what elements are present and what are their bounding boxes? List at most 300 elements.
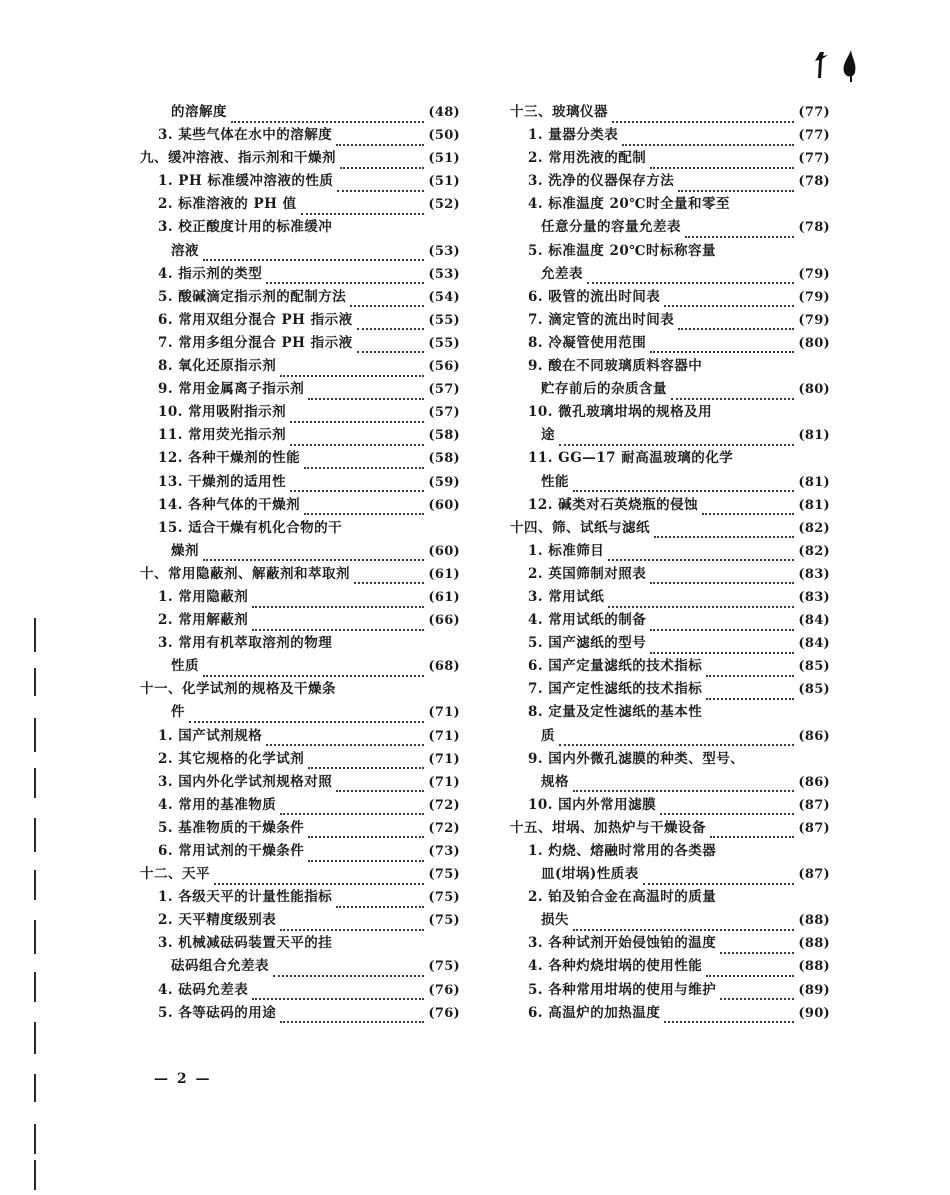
- toc-leader-dots: [350, 293, 424, 307]
- toc-leader-dots: [290, 478, 424, 492]
- toc-entry: [140, 540, 460, 563]
- toc-entry: [140, 170, 460, 193]
- toc-entry: [140, 748, 460, 771]
- toc-entry: [510, 725, 830, 748]
- toc-entry-title: 1. 各级天平的计量性能指标: [158, 889, 333, 906]
- toc-entry-title: 11. 常用荧光指示剂: [158, 427, 287, 444]
- toc-entry-title: 13. 干燥剂的适用性: [158, 473, 287, 490]
- toc-entry: [140, 401, 460, 424]
- toc-leader-dots: [650, 339, 794, 353]
- toc-leader-dots: [280, 917, 424, 931]
- toc-entry-page: (77): [798, 128, 830, 144]
- toc-entry-title: 2. 天平精度级别表: [158, 912, 277, 929]
- toc-entry-title: 6. 高温炉的加热温度: [528, 1004, 661, 1021]
- toc-entry-page: (48): [428, 105, 460, 120]
- toc-entry-title: 12. 各种干燥剂的性能: [158, 450, 301, 467]
- toc-entry-page: (80): [798, 382, 830, 398]
- toc-entry-page: (80): [798, 335, 830, 351]
- toc-entry-title: 10. 常用吸附指示剂: [158, 404, 287, 421]
- toc-leader-dots: [612, 109, 794, 123]
- toc-entry-page: (76): [428, 1005, 460, 1021]
- toc-entry: [510, 909, 830, 932]
- toc-entry-title: 砝码组合允差表: [171, 958, 269, 975]
- toc-entry-title: 9. 常用金属离子指示剂: [158, 381, 305, 398]
- toc-entry-page: (81): [798, 428, 830, 444]
- toc-leader-dots: [304, 455, 424, 469]
- toc-entry-page: (57): [428, 405, 460, 421]
- toc-entry: [140, 332, 460, 355]
- toc-entry-page: (72): [428, 797, 460, 813]
- toc-entry-title: 9. 酸在不同玻璃质料容器中: [528, 358, 703, 375]
- toc-leader-dots: [685, 224, 794, 238]
- toc-entry-page: (57): [428, 382, 460, 398]
- toc-entry-title: 质: [541, 727, 555, 744]
- toc-entry-page: (88): [798, 959, 830, 975]
- toc-entry-title: 5. 国产滤纸的型号: [528, 635, 647, 652]
- toc-entry-title: 允差表: [541, 265, 583, 282]
- toc-entry: [510, 263, 830, 286]
- toc-entry-page: (77): [798, 105, 830, 120]
- toc-entry-title: 十、常用隐蔽剂、解蔽剂和萃取剂: [140, 565, 350, 582]
- toc-entry-title: 1. 量器分类表: [528, 127, 619, 144]
- toc-entry: [140, 424, 460, 447]
- scan-edge-mark: [34, 1074, 36, 1102]
- toc-entry-page: (55): [428, 335, 460, 351]
- toc-entry-page: (87): [798, 820, 830, 836]
- toc-entry-page: (59): [428, 474, 460, 490]
- toc-entry: [140, 101, 460, 124]
- toc-entry-page: (75): [428, 890, 460, 906]
- toc-entry-title: 2. 常用解蔽剂: [158, 612, 249, 629]
- toc-entry-page: (61): [428, 566, 460, 582]
- toc-entry-title: 规格: [541, 773, 569, 790]
- toc-entry: [140, 586, 460, 609]
- toc-entry-title: 2. 铂及铂合金在高温时的质量: [528, 889, 717, 906]
- toc-entry-title: 十五、坩埚、加热炉与干燥设备: [510, 819, 706, 836]
- toc-entry: [510, 794, 830, 817]
- toc-entry: [140, 240, 460, 263]
- toc-leader-dots: [290, 432, 424, 446]
- toc-entry-title: 3. 机械减砝码装置天平的挂: [158, 935, 333, 952]
- toc-leader-dots: [720, 248, 826, 260]
- toc-entry-page: (76): [428, 982, 460, 998]
- toc-entry-title: 8. 冷凝管使用范围: [528, 334, 647, 351]
- toc-leader-dots: [660, 801, 794, 815]
- toc-entry-page: (83): [798, 589, 830, 605]
- toc-leader-dots: [340, 687, 456, 699]
- toc-leader-dots: [720, 849, 826, 861]
- toc-entry: [510, 517, 830, 540]
- toc-entry: [140, 725, 460, 748]
- toc-entry-title: 4. 标准温度 20℃时全量和零至: [528, 196, 730, 213]
- toc-leader-dots: [252, 594, 424, 608]
- toc-entry: [510, 193, 830, 216]
- toc-entry-page: (87): [798, 867, 830, 883]
- toc-leader-dots: [280, 1009, 424, 1023]
- toc-entry: [510, 632, 830, 655]
- toc-entry: [510, 932, 830, 955]
- toc-entry-title: 6. 吸管的流出时间表: [528, 288, 661, 305]
- toc-entry-page: (82): [798, 520, 830, 536]
- toc-entry-title: 5. 标准温度 20℃时标称容量: [528, 242, 716, 259]
- toc-entry-title: 的溶解度: [171, 104, 227, 120]
- toc-leader-dots: [308, 386, 424, 400]
- toc-leader-dots: [573, 778, 794, 792]
- toc-entry: [140, 863, 460, 886]
- toc-entry-title: 十三、玻璃仪器: [510, 104, 608, 120]
- toc-entry-title: 14. 各种气体的干燥剂: [158, 496, 301, 513]
- toc-entry-page: (73): [428, 844, 460, 859]
- toc-entry: [140, 309, 460, 332]
- toc-entry: [140, 124, 460, 147]
- toc-leader-dots: [706, 963, 794, 977]
- toc-entry-title: 11. GG—17 耐高温玻璃的化学: [528, 450, 734, 467]
- toc-entry: [140, 494, 460, 517]
- toc-leader-dots: [678, 316, 794, 330]
- toc-entry: [510, 563, 830, 586]
- toc-entry: [140, 1002, 460, 1025]
- toc-leader-dots: [720, 895, 826, 907]
- toc-leader-dots: [643, 871, 795, 885]
- toc-entry: [510, 1002, 830, 1025]
- toc-leader-dots: [336, 941, 456, 953]
- toc-leader-dots: [654, 524, 794, 538]
- toc-entry: [510, 355, 830, 378]
- toc-leader-dots: [266, 732, 424, 746]
- toc-leader-dots: [608, 547, 794, 561]
- toc-leader-dots: [702, 501, 794, 515]
- toc-entry-page: (88): [798, 913, 830, 929]
- toc-entry-title: 3. 某些气体在水中的溶解度: [158, 127, 333, 144]
- toc-entry-title: 损失: [541, 912, 569, 929]
- page-number: — 2 —: [154, 1071, 212, 1087]
- toc-entry: [140, 263, 460, 286]
- toc-leader-dots: [231, 109, 424, 123]
- toc-entry-title: 途: [541, 427, 555, 444]
- toc-entry-page: (85): [798, 659, 830, 675]
- toc-entry-page: (81): [798, 474, 830, 490]
- toc-entry-title: 贮存前后的杂质含量: [541, 381, 667, 398]
- toc-entry-title: 十一、化学试剂的规格及干燥条: [140, 681, 336, 698]
- toc-leader-dots: [304, 501, 424, 515]
- toc-entry: [510, 979, 830, 1002]
- toc-entry-title: 6. 国产定量滤纸的技术指标: [528, 658, 703, 675]
- toc-entry: [140, 447, 460, 470]
- toc-entry-page: (58): [428, 451, 460, 467]
- toc-entry-title: 8. 定量及定性滤纸的基本性: [528, 704, 703, 721]
- toc-entry-title: 3. 洗净的仪器保存方法: [528, 173, 675, 190]
- toc-leader-dots: [214, 871, 424, 885]
- toc-entry-title: 燥剂: [171, 542, 199, 559]
- toc-entry: [510, 771, 830, 794]
- toc-entry-page: (55): [428, 312, 460, 328]
- toc-left-column: [140, 101, 460, 1025]
- scan-edge-mark: [34, 870, 36, 900]
- toc-entry-page: (51): [428, 151, 460, 167]
- toc-leader-dots: [706, 364, 826, 376]
- toc-entry: [140, 355, 460, 378]
- toc-entry-page: (84): [798, 636, 830, 652]
- toc-entry: [510, 586, 830, 609]
- toc-entry-title: 8. 氧化还原指示剂: [158, 358, 277, 375]
- toc-entry-title: 12. 碱类对石英烧瓶的侵蚀: [528, 496, 699, 513]
- toc-entry-page: (71): [428, 774, 460, 790]
- toc-entry: [510, 494, 830, 517]
- toc-entry: [510, 378, 830, 401]
- toc-leader-dots: [357, 339, 425, 353]
- toc-entry: [510, 101, 830, 124]
- toc-entry-title: 2. 其它规格的化学试剂: [158, 750, 305, 767]
- toc-leader-dots: [280, 801, 424, 815]
- toc-leader-dots: [706, 663, 794, 677]
- toc-entry-page: (81): [798, 497, 830, 513]
- toc-leader-dots: [706, 710, 826, 722]
- toc-entry-title: 10. 国内外常用滤膜: [528, 796, 657, 813]
- toc-entry-page: (50): [428, 128, 460, 144]
- toc-entry-title: 6. 常用试剂的干燥条件: [158, 843, 305, 859]
- toc-entry: [510, 863, 830, 886]
- toc-entry-title: 性能: [541, 473, 569, 490]
- toc-entry-title: 1. 标准筛目: [528, 542, 605, 559]
- toc-entry-title: 十四、筛、试纸与滤纸: [510, 519, 650, 536]
- toc-entry-page: (78): [798, 174, 830, 190]
- toc-entry-page: (66): [428, 613, 460, 629]
- toc-entry-title: 1. PH 标准缓冲溶液的性质: [158, 173, 334, 190]
- toc-entry-title: 2. 标准溶液的 PH 值: [158, 196, 297, 213]
- toc-entry-title: 1. 常用隐蔽剂: [158, 588, 249, 605]
- toc-entry-title: 9. 国内外微孔滤膜的种类、型号、: [528, 750, 745, 767]
- toc-leader-dots: [203, 547, 424, 561]
- toc-entry: [510, 655, 830, 678]
- toc-leader-dots: [559, 432, 794, 446]
- toc-entry-page: (75): [428, 913, 460, 929]
- toc-entry-title: 件: [171, 704, 185, 721]
- toc-entry: [510, 609, 830, 632]
- toc-leader-dots: [737, 456, 826, 468]
- toc-leader-dots: [203, 663, 424, 677]
- toc-entry: [510, 701, 830, 724]
- toc-entry-page: (79): [798, 289, 830, 305]
- scan-edge-mark: [34, 668, 36, 696]
- toc-leader-dots: [671, 386, 794, 400]
- toc-entry-title: 5. 基准物质的干燥条件: [158, 819, 305, 836]
- toc-entry: [510, 216, 830, 239]
- toc-entry: [510, 678, 830, 701]
- toc-entry-page: (86): [798, 774, 830, 790]
- toc-leader-dots: [706, 686, 794, 700]
- toc-entry-title: 3. 常用有机萃取溶剂的物理: [158, 635, 333, 652]
- toc-entry-title: 皿(坩埚)性质表: [541, 866, 639, 883]
- toc-entry: [140, 955, 460, 978]
- toc-entry-page: (78): [798, 220, 830, 236]
- toc-leader-dots: [650, 155, 794, 169]
- toc-entry: [140, 701, 460, 724]
- toc-leader-dots: [720, 986, 794, 1000]
- scan-edge-mark: [34, 1022, 36, 1054]
- toc-entry-page: (56): [428, 359, 460, 375]
- toc-entry-page: (53): [428, 243, 460, 259]
- toc-entry: [510, 170, 830, 193]
- toc-leader-dots: [336, 778, 424, 792]
- toc-leader-dots: [678, 178, 794, 192]
- toc-leader-dots: [336, 641, 456, 653]
- toc-leader-dots: [650, 617, 794, 631]
- toc-entry-title: 溶液: [171, 242, 199, 259]
- toc-entry-page: (75): [428, 867, 460, 883]
- toc-entry-page: (68): [428, 659, 460, 675]
- toc-leader-dots: [573, 917, 794, 931]
- toc-entry-page: (71): [428, 751, 460, 767]
- toc-entry-page: (51): [428, 174, 460, 190]
- toc-entry-title: 7. 国产定性滤纸的技术指标: [528, 681, 703, 698]
- toc-entry-title: 1. 灼烧、熔融时常用的各类器: [528, 843, 717, 859]
- toc-leader-dots: [608, 594, 794, 608]
- toc-entry: [140, 632, 460, 655]
- toc-entry-page: (89): [798, 982, 830, 998]
- toc-entry: [510, 540, 830, 563]
- toc-entry: [510, 817, 830, 840]
- toc-entry: [140, 932, 460, 955]
- toc-leader-dots: [716, 410, 826, 422]
- toc-leader-dots: [664, 293, 794, 307]
- toc-entry-title: 3. 国内外化学试剂规格对照: [158, 773, 333, 790]
- toc-entry-title: 10. 微孔玻璃坩埚的规格及用: [528, 404, 713, 421]
- scan-edge-mark: [34, 1160, 36, 1190]
- toc-entry-title: 4. 各种灼烧坩埚的使用性能: [528, 958, 703, 975]
- toc-entry-page: (79): [798, 312, 830, 328]
- toc-leader-dots: [252, 986, 424, 1000]
- toc-leader-dots: [336, 225, 456, 237]
- toc-leader-dots: [573, 478, 794, 492]
- toc-entry: [510, 424, 830, 447]
- toc-leader-dots: [308, 824, 424, 838]
- toc-leader-dots: [748, 756, 826, 768]
- scan-edge-mark: [34, 618, 36, 652]
- toc-leader-dots: [650, 570, 794, 584]
- toc-entry: [140, 979, 460, 1002]
- toc-entry: [140, 147, 460, 170]
- toc-entry: [140, 286, 460, 309]
- toc-entry-title: 性质: [171, 658, 199, 675]
- toc-entry-page: (58): [428, 428, 460, 444]
- toc-entry-title: 6. 常用双组分混合 PH 指示液: [158, 311, 353, 328]
- toc-entry: [140, 678, 460, 701]
- toc-leader-dots: [308, 848, 424, 862]
- toc-leader-dots: [252, 617, 424, 631]
- toc-leader-dots: [664, 1009, 794, 1023]
- toc-entry: [140, 216, 460, 239]
- toc-leader-dots: [734, 202, 826, 214]
- scan-edge-mark: [34, 972, 36, 1002]
- toc-entry-title: 2. 英国筛制对照表: [528, 565, 647, 582]
- toc-entry-page: (86): [798, 728, 830, 744]
- toc-entry: [510, 240, 830, 263]
- toc-entry: [140, 471, 460, 494]
- toc-entry: [510, 286, 830, 309]
- toc-entry-page: (52): [428, 197, 460, 213]
- toc-leader-dots: [266, 270, 424, 284]
- toc-leader-dots: [203, 247, 424, 261]
- ink-mark-icon: [808, 46, 868, 86]
- toc-entry-page: (72): [428, 820, 460, 836]
- toc-entry: [510, 471, 830, 494]
- toc-entry-title: 5. 各种常用坩埚的使用与维护: [528, 981, 717, 998]
- toc-entry: [140, 771, 460, 794]
- toc-leader-dots: [290, 409, 424, 423]
- toc-entry-title: 1. 国产试剂规格: [158, 727, 263, 744]
- scan-edge-mark: [34, 1124, 36, 1154]
- toc-entry: [140, 378, 460, 401]
- toc-leader-dots: [720, 940, 794, 954]
- toc-entry: [140, 840, 460, 863]
- toc-entry-page: (61): [428, 589, 460, 605]
- toc-entry-page: (77): [798, 151, 830, 167]
- toc-leader-dots: [308, 755, 424, 769]
- toc-entry-page: (60): [428, 497, 460, 513]
- toc-entry: [510, 332, 830, 355]
- toc-entry-title: 4. 砝码允差表: [158, 981, 249, 998]
- toc-leader-dots: [340, 155, 424, 169]
- toc-entry-page: (88): [798, 936, 830, 952]
- toc-entry-title: 5. 酸碱滴定指示剂的配制方法: [158, 288, 347, 305]
- toc-leader-dots: [301, 201, 425, 215]
- toc-entry-page: (71): [428, 705, 460, 721]
- toc-entry: [140, 609, 460, 632]
- toc-leader-dots: [559, 732, 794, 746]
- toc-entry: [510, 748, 830, 771]
- toc-entry: [140, 563, 460, 586]
- toc-leader-dots: [357, 316, 425, 330]
- toc-entry-page: (79): [798, 266, 830, 282]
- toc-entry-title: 7. 滴定管的流出时间表: [528, 311, 675, 328]
- toc-entry-page: (54): [428, 289, 460, 305]
- toc-entry-page: (71): [428, 728, 460, 744]
- toc-entry-page: (83): [798, 566, 830, 582]
- toc-entry-title: 7. 常用多组分混合 PH 指示液: [158, 334, 353, 351]
- toc-entry-title: 3. 各种试剂开始侵蚀铂的温度: [528, 935, 717, 952]
- toc-leader-dots: [336, 894, 424, 908]
- toc-entry: [140, 517, 460, 540]
- toc-entry-title: 3. 常用试纸: [528, 588, 605, 605]
- toc-entry: [140, 909, 460, 932]
- toc-leader-dots: [337, 178, 424, 192]
- toc-entry: [510, 955, 830, 978]
- toc-leader-dots: [587, 270, 794, 284]
- toc-entry-page: (90): [798, 1005, 830, 1021]
- toc-entry: [510, 124, 830, 147]
- toc-entry: [140, 886, 460, 909]
- toc-entry-title: 4. 指示剂的类型: [158, 265, 263, 282]
- toc-entry-title: 4. 常用试纸的制备: [528, 612, 647, 629]
- toc-leader-dots: [354, 570, 424, 584]
- toc-entry: [140, 655, 460, 678]
- scan-edge-mark: [34, 718, 36, 752]
- toc-entry-title: 15. 适合干燥有机化合物的干: [158, 519, 343, 536]
- toc-entry: [140, 794, 460, 817]
- toc-entry-page: (53): [428, 266, 460, 282]
- toc-entry-title: 4. 常用的基准物质: [158, 796, 277, 813]
- toc-entry-title: 5. 各等砝码的用途: [158, 1004, 277, 1021]
- scan-edge-mark: [34, 818, 36, 852]
- toc-leader-dots: [336, 132, 424, 146]
- toc-leader-dots: [346, 525, 456, 537]
- toc-entry-page: (85): [798, 682, 830, 698]
- scan-edge-mark: [34, 920, 36, 954]
- toc-right-column: [510, 101, 830, 1025]
- toc-entry-page: (60): [428, 543, 460, 559]
- toc-leader-dots: [273, 963, 424, 977]
- toc-leader-dots: [189, 709, 424, 723]
